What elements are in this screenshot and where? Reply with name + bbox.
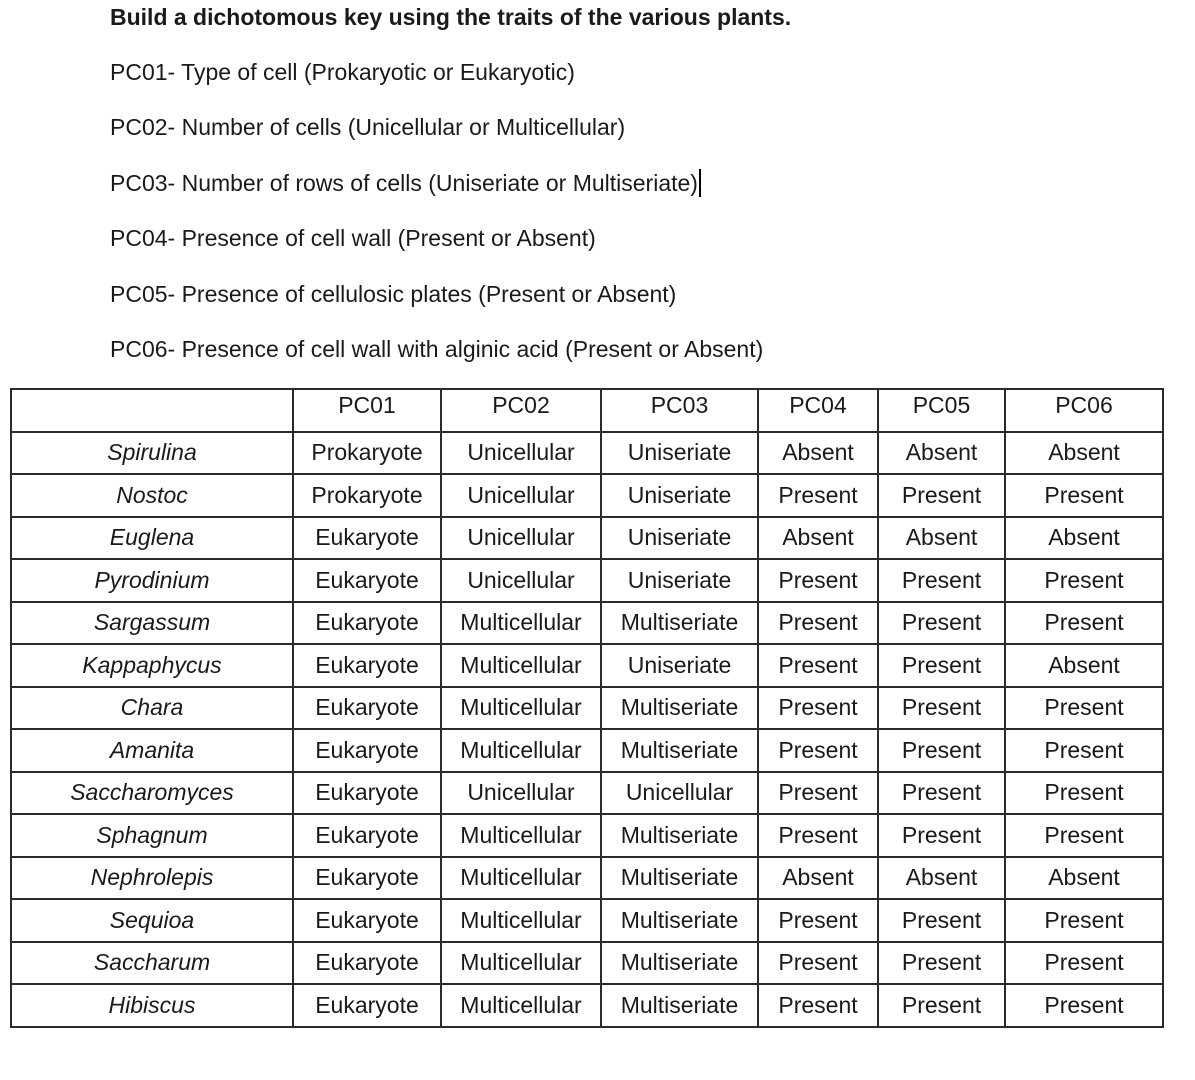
trait-cell: Eukaryote: [293, 814, 441, 857]
trait-cell: Eukaryote: [293, 559, 441, 602]
table-row: [11, 687, 1163, 730]
trait-cell: Uniseriate: [601, 559, 758, 602]
species-cell: Hibiscus: [11, 984, 293, 1027]
species-cell: Sargassum: [11, 602, 293, 645]
trait-cell: Eukaryote: [293, 772, 441, 815]
trait-cell: Present: [758, 899, 878, 942]
criterion-pc04: PC04- Presence of cell wall (Present or Absent): [110, 225, 596, 252]
species-cell: Chara: [11, 687, 293, 730]
trait-cell: Multicellular: [441, 899, 601, 942]
species-cell: Nostoc: [11, 474, 293, 517]
criterion-pc03-text: PC03- Number of rows of cells (Uniseriate or Multiseriate): [110, 169, 698, 196]
trait-cell: Present: [1005, 942, 1163, 985]
trait-cell: Multiseriate: [601, 942, 758, 985]
trait-cell: Present: [1005, 687, 1163, 730]
table-header-row: [11, 389, 1163, 432]
trait-cell: Multicellular: [441, 602, 601, 645]
species-cell: Sphagnum: [11, 814, 293, 857]
trait-cell: Multicellular: [441, 644, 601, 687]
trait-cell: Multiseriate: [601, 814, 758, 857]
trait-cell: Absent: [1005, 857, 1163, 900]
trait-cell: Absent: [1005, 432, 1163, 475]
trait-cell: Absent: [758, 517, 878, 560]
species-cell: Nephrolepis: [11, 857, 293, 900]
trait-cell: Multiseriate: [601, 984, 758, 1027]
trait-cell: Eukaryote: [293, 517, 441, 560]
trait-cell: Present: [878, 602, 1005, 645]
header-cell: PC04: [758, 389, 878, 432]
species-cell: Pyrodinium: [11, 559, 293, 602]
table-row: [11, 432, 1163, 475]
species-cell: Saccharomyces: [11, 772, 293, 815]
species-cell: Saccharum: [11, 942, 293, 985]
trait-cell: Present: [878, 687, 1005, 730]
table-row: [11, 984, 1163, 1027]
trait-cell: Multiseriate: [601, 899, 758, 942]
trait-cell: Present: [878, 942, 1005, 985]
trait-cell: Present: [758, 644, 878, 687]
table-row: [11, 602, 1163, 645]
trait-cell: Uniseriate: [601, 474, 758, 517]
trait-cell: Absent: [758, 432, 878, 475]
trait-cell: Present: [758, 687, 878, 730]
criterion-pc06: PC06- Presence of cell wall with alginic acid (Present or Absent): [110, 335, 764, 362]
header-cell: PC02: [441, 389, 601, 432]
header-cell: PC03: [601, 389, 758, 432]
trait-cell: Present: [878, 814, 1005, 857]
table-row: [11, 559, 1163, 602]
trait-cell: Eukaryote: [293, 857, 441, 900]
traits-table: [10, 388, 1164, 1028]
header-cell: PC06: [1005, 389, 1163, 432]
criteria-list: [110, 58, 763, 390]
table-row: [11, 899, 1163, 942]
trait-cell: Eukaryote: [293, 687, 441, 730]
trait-cell: Present: [758, 559, 878, 602]
trait-cell: Present: [878, 772, 1005, 815]
trait-cell: Eukaryote: [293, 602, 441, 645]
trait-cell: Unicellular: [441, 772, 601, 815]
trait-cell: Multicellular: [441, 857, 601, 900]
trait-cell: Unicellular: [441, 432, 601, 475]
trait-cell: Absent: [758, 857, 878, 900]
trait-cell: Prokaryote: [293, 432, 441, 475]
trait-cell: Multicellular: [441, 729, 601, 772]
criterion-pc03: [110, 169, 763, 224]
trait-cell: Absent: [878, 432, 1005, 475]
trait-cell: Present: [878, 644, 1005, 687]
table-row: [11, 942, 1163, 985]
trait-cell: Eukaryote: [293, 729, 441, 772]
criterion-pc02: PC02- Number of cells (Unicellular or Multicellular): [110, 114, 626, 141]
trait-cell: Eukaryote: [293, 984, 441, 1027]
header-cell: [11, 389, 293, 432]
trait-cell: Multiseriate: [601, 857, 758, 900]
header-cell: PC01: [293, 389, 441, 432]
trait-cell: Eukaryote: [293, 899, 441, 942]
trait-cell: Unicellular: [441, 517, 601, 560]
trait-cell: Multicellular: [441, 942, 601, 985]
trait-cell: Unicellular: [601, 772, 758, 815]
trait-cell: Present: [758, 814, 878, 857]
trait-cell: Unicellular: [441, 474, 601, 517]
trait-cell: Present: [758, 602, 878, 645]
trait-cell: Present: [1005, 984, 1163, 1027]
trait-cell: Multiseriate: [601, 729, 758, 772]
species-cell: Spirulina: [11, 432, 293, 475]
table-row: [11, 772, 1163, 815]
species-cell: Kappaphycus: [11, 644, 293, 687]
trait-cell: Multicellular: [441, 687, 601, 730]
trait-cell: Prokaryote: [293, 474, 441, 517]
trait-cell: Uniseriate: [601, 432, 758, 475]
table-row: [11, 517, 1163, 560]
species-cell: Amanita: [11, 729, 293, 772]
table-row: [11, 474, 1163, 517]
trait-cell: Multiseriate: [601, 602, 758, 645]
trait-cell: Absent: [1005, 517, 1163, 560]
trait-cell: Present: [878, 559, 1005, 602]
trait-cell: Eukaryote: [293, 942, 441, 985]
trait-cell: Present: [1005, 474, 1163, 517]
trait-cell: Present: [1005, 729, 1163, 772]
species-cell: Sequioa: [11, 899, 293, 942]
trait-cell: Absent: [878, 857, 1005, 900]
trait-cell: Present: [878, 474, 1005, 517]
trait-cell: Present: [878, 899, 1005, 942]
table-row: [11, 644, 1163, 687]
trait-cell: Multicellular: [441, 814, 601, 857]
trait-cell: Present: [878, 984, 1005, 1027]
trait-cell: Present: [758, 942, 878, 985]
trait-cell: Unicellular: [441, 559, 601, 602]
trait-cell: Uniseriate: [601, 517, 758, 560]
trait-cell: Present: [878, 729, 1005, 772]
criterion-pc05: PC05- Presence of cellulosic plates (Present or Absent): [110, 280, 677, 307]
trait-cell: Multiseriate: [601, 687, 758, 730]
trait-cell: Present: [758, 474, 878, 517]
trait-cell: Present: [1005, 814, 1163, 857]
table-row: [11, 729, 1163, 772]
trait-cell: Present: [1005, 772, 1163, 815]
text-cursor: [699, 169, 701, 197]
trait-cell: Multicellular: [441, 984, 601, 1027]
trait-cell: Uniseriate: [601, 644, 758, 687]
table-row: [11, 814, 1163, 857]
trait-cell: Absent: [1005, 644, 1163, 687]
criterion-pc01: PC01- Type of cell (Prokaryotic or Eukaryotic): [110, 59, 575, 85]
trait-cell: Present: [1005, 602, 1163, 645]
trait-cell: Present: [758, 772, 878, 815]
trait-cell: Present: [1005, 559, 1163, 602]
page-heading: Build a dichotomous key using the traits of the various plants.: [110, 4, 792, 30]
trait-cell: Present: [758, 984, 878, 1027]
trait-cell: Present: [1005, 899, 1163, 942]
trait-cell: Absent: [878, 517, 1005, 560]
header-cell: PC05: [878, 389, 1005, 432]
species-cell: Euglena: [11, 517, 293, 560]
table-row: [11, 857, 1163, 900]
trait-cell: Present: [758, 729, 878, 772]
trait-cell: Eukaryote: [293, 644, 441, 687]
